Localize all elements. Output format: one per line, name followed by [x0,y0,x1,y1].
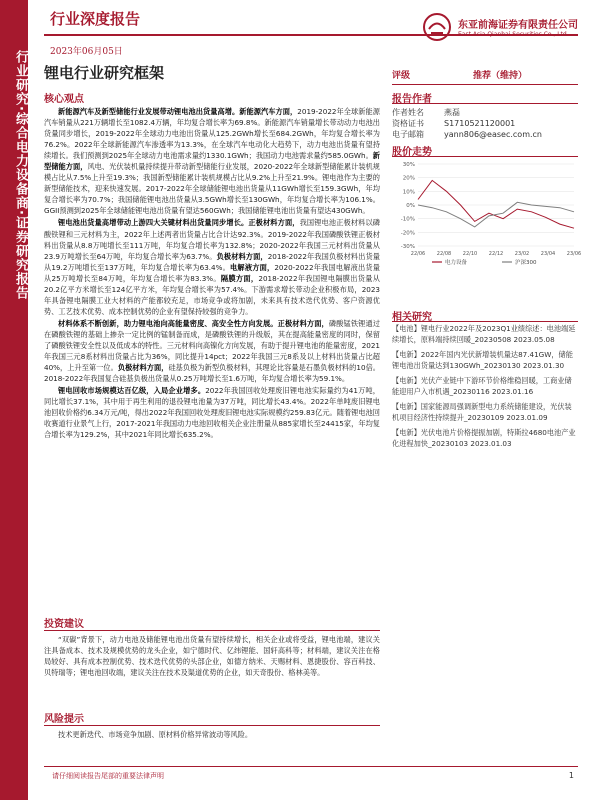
analyst-email[interactable]: yann806@easec.com.cn [444,130,542,139]
stock-divider [392,156,578,157]
investment-body [44,634,380,679]
x-tick-label: 22/10 [462,251,478,257]
paragraph-2c-text: 2020-2022年我国电解液出货量从25万吨增长至84万吨，年均复合增长率为83.3%。 [44,262,380,283]
related-item-date: 2023.01.03 [470,439,512,448]
paragraph-3-lead: 材料体系不断创新，助力锂电池向高能量密度、高安全性方向发展。正极材料方面， [58,318,329,328]
x-tick-label: 23/02 [514,251,530,257]
investment-divider [44,630,380,631]
paragraph-3 [44,318,380,384]
rating-value: 推荐（维持） [473,71,528,81]
risk-text: 技术更新迭代、市场竞争加剧、原材料价格异常波动等风险。 [58,730,253,739]
rating-label: 评级 [392,71,411,81]
paragraph-2d-text: 2018-2022年我国锂电隔膜出货量从20.2亿平方米增长至124亿平方米，年均复合增长率为57.4%。下游需求增长带动企业积极布局，2023年具备锂电隔膜工业大材料的产能都较充足，市场竞争或将加剧，未来具有技术迭代优势、客户资源优势、工艺技术优势、成本控制优势的企业有望保持较强的竞争力。 [44,273,380,316]
related-item-date: 2023.01.30 [522,361,565,370]
report-date: 2023年06月05日 [50,47,123,57]
paragraph-2b-lead: 负极材料方面， [216,251,268,261]
related-item-title[interactable]: 【电新】2022年国内光伏新增装机量达87.41GW，储能锂电池出货量达到130GWh_20230130 [392,350,573,370]
paragraph-1-lead: 新能源汽车及新型储能行业发展带动锂电池出货量高增。新能源汽车方面， [58,107,298,116]
stock-price-chart [392,158,582,268]
related-item-date: 2023.01.16 [491,387,534,396]
sidebar [0,0,28,800]
risk-heading: 风险提示 [44,714,84,725]
footer-divider [44,766,578,767]
related-item[interactable] [392,349,578,371]
analyst-name-label: 作者姓名 [392,108,424,117]
y-tick-label: -10% [400,216,415,223]
y-tick-label: 0% [406,203,415,209]
company-logo-icon [422,12,452,42]
logo-company-name: 东亚前海证券有限责任公司 [458,20,578,31]
y-tick-label: -30% [400,244,415,250]
related-item[interactable] [392,427,578,449]
related-item-title[interactable]: 【电新】光伏电池片价格提振加剧，特斯拉4680电池产业化进程加快_20230103 [392,428,576,448]
analyst-email-row [392,129,542,140]
paragraph-1-text: 2019-2022年全球新能源汽车销量从221万辆增长至1082.4万辆，年均复合增长率为69.8%。新能源汽车销量增长带动动力电池出货量同步增长，2019-2022年全球动力电池出货量从125.2GWh增长至684.2GWh，年均复合增长率为76.2%。2022年全球新能源汽车渗透率为13.3%，在全球汽车电动化大趋势下，动力电池出货量有望持续增长。我们预测到2025年全球动力电池需求量约1330.1GWh；我国动力电池需求量约585.0GWh。 [44,107,380,161]
analyst-heading: 报告作者 [392,94,432,105]
related-item-title[interactable]: 【电新】光伏产业链中下游环节价格维稳回暖，工商业储能迎用户入市机遇_20230116 [392,376,572,396]
related-item-date: 2023.01.09 [506,413,548,422]
risk-divider [44,725,380,726]
paragraph-2 [44,217,380,316]
related-item-date: 2023.05.08 [513,335,555,344]
analyst-name: 燕磊 [444,108,460,117]
related-item[interactable] [392,323,578,345]
paragraph-1b-lead: 新型储能方面， [44,151,380,172]
paragraph-4-text: 2022年我国回收处理废旧锂电池实际量约为41万吨，同比增长37.1%，其中用于再生利用的退役锂电池量为37万吨，同比增长43.4%。2022年单吨废旧锂电池回收价格约6.34万元/吨，得出2022年我国回收处理废旧锂电池实际规模约259.83亿元。随着锂电池回收赛道行业景气上行，2017-2021年我国动力电池回收相关企业注册量从885家增长至24415家，年均复合增长率为129.2%，其中2021年同比增长635.2%。 [44,386,380,440]
paragraph-3b-lead: 负极材料方面， [117,363,169,373]
y-tick-label: 30% [402,162,415,168]
analyst-divider [392,103,578,104]
report-type: 行业深度报告 [50,10,141,28]
x-tick-label: 23/04 [540,251,556,257]
related-divider [392,321,578,322]
related-list [392,323,578,453]
logo [422,12,578,42]
paragraph-2-text: 我国锂电池正极材料以磷酸铁锂和三元材料为主，2022年上述两者出货量占比合计达92.3%。2019-2022年我国磷酸铁锂正极材料出货量从8.8万吨增长至111万吨，年均复合增长率为132.8%；2020-2022年我国三元材料出货量从23.9万吨增长至64万吨，年均复合增长率为63.7%。 [44,218,380,261]
stock-heading: 股价走势 [392,147,432,158]
analyst-license: S1710521120001 [444,119,516,128]
investment-text: “双碳”背景下，动力电池及储能锂电池出货量有望持续增长，相关企业或将受益，锂电池端，建议关注具备成本、技术及规模优势的龙头企业，如宁德时代、亿纬锂能、国轩高科等；材料端，建议关注在格局较好、具有成本控制优势、技术迭代优势的头部企业，如德方纳米、天赐材料、恩捷股份、容百科技、贝特瑞等；锂电池回收端，建议关注在技术及渠道优势的企业，如天奇股份、格林美等。 [44,635,380,678]
y-tick-label: -20% [400,230,415,237]
legend-label: 沪深300 [515,260,537,266]
core-body [44,106,380,441]
paragraph-4-lead: 锂电回收市场规模达百亿级，入局企业增多。 [58,386,206,396]
analyst-email-label: 电子邮箱 [392,130,424,139]
analyst-license-label: 资格证书 [392,119,424,128]
risk-body [44,729,380,741]
paragraph-2b-text: 2018-2022年我国负极材料出货量从19.2万吨增长至137万吨，年均复合增长率为63.4%。 [44,251,380,272]
related-item-title[interactable]: 【电池】锂电行业2022年及2023Q1业绩综述：电池端延续增长，原料端持续回暖_20230508 [392,324,576,344]
related-item[interactable] [392,401,578,423]
paragraph-3b-text: 硅基负极为新型负极材料，其理论比容量是石墨负极材料的10倍。2018-2022年我国复合硅基负极出货量从0.25万吨增长至1.6万吨，年均复合增长率为59.1%。 [44,363,380,384]
paragraph-2-lead: 锂电池出货量高增带动上游四大关键材料出货量同步增长。正极材料方面， [58,218,300,228]
analyst-name-row [392,107,460,118]
related-item[interactable] [392,375,578,397]
x-tick-label: 22/12 [488,251,504,257]
rating-divider [392,84,578,85]
related-item-title[interactable]: 【电新】国家能源局强调新型电力系统储能建设，光伏装机项目经济性持续提升_20230109 [392,402,572,422]
paragraph-2c-lead: 电解液方面， [230,262,275,272]
logo-company-name-en: East Asia Qianhai Securities Co., Ltd. [458,31,569,38]
series-line-1 [418,202,574,227]
core-view-heading: 核心观点 [44,94,84,105]
x-tick-label: 23/06 [566,251,582,257]
sidebar-category: 行业研究·综合电力设备商·证券研究报告 [13,50,28,300]
footer-disclaimer: 请仔细阅读报告尾部的重要法律声明 [52,772,164,780]
analyst-license-row [392,118,515,129]
related-heading: 相关研究 [392,312,432,323]
paragraph-4 [44,385,380,440]
paragraph-2d-lead: 隔膜方面， [220,273,259,283]
y-tick-label: 10% [402,189,415,196]
x-tick-label: 22/06 [410,251,426,257]
x-tick-label: 22/08 [436,251,452,257]
page-number: 1 [568,771,574,780]
series-line-0 [418,180,574,228]
paragraph-1 [44,106,380,216]
y-tick-label: 20% [402,175,415,182]
header-divider [44,34,578,36]
page-title: 锂电行业研究框架 [44,64,165,82]
paragraph-3-text: 磷酸锰铁锂通过在磷酸铁锂的基础上掺杂一定比例的锰制备而成，是磷酸铁锂的升级版，其在提高能量密度的同时，保留了磷酸铁锂安全性以及低成本的特性。三元材料向高镍化方向发展，有助于提升锂电池的能量密度，2021年我国三元8系材料出货量占比为36%，同比提升14pct；2022年我国三元8系及以上材料出货量占比超40%，上升至第一位。 [44,318,380,373]
paragraph-1b-text: 风电、光伏装机量持续提升带动新型储能行业发展，2020-2022年全球新型储能累计装机规模占比从7.5%上升至19.3%；我国新型储能累计装机规模占比从9.2%上升至21.9%。锂电池作为主要的新型储能技术，迎来快速发展。2017-2022年全球储能锂电池出货量从11GWh增长至159.3GWh，年均复合增长率为70.7%；我国储能锂电池出货量从3.5GWh增长至130GWh，年均复合增长率为106.1%。GGII预测到2025年全球储能锂电池出货量有望达560GWh；我国储能锂电池出货量有望达430GWh。 [44,162,380,216]
investment-heading: 投资建议 [44,619,84,630]
legend-label: 电力设备 [445,260,468,266]
